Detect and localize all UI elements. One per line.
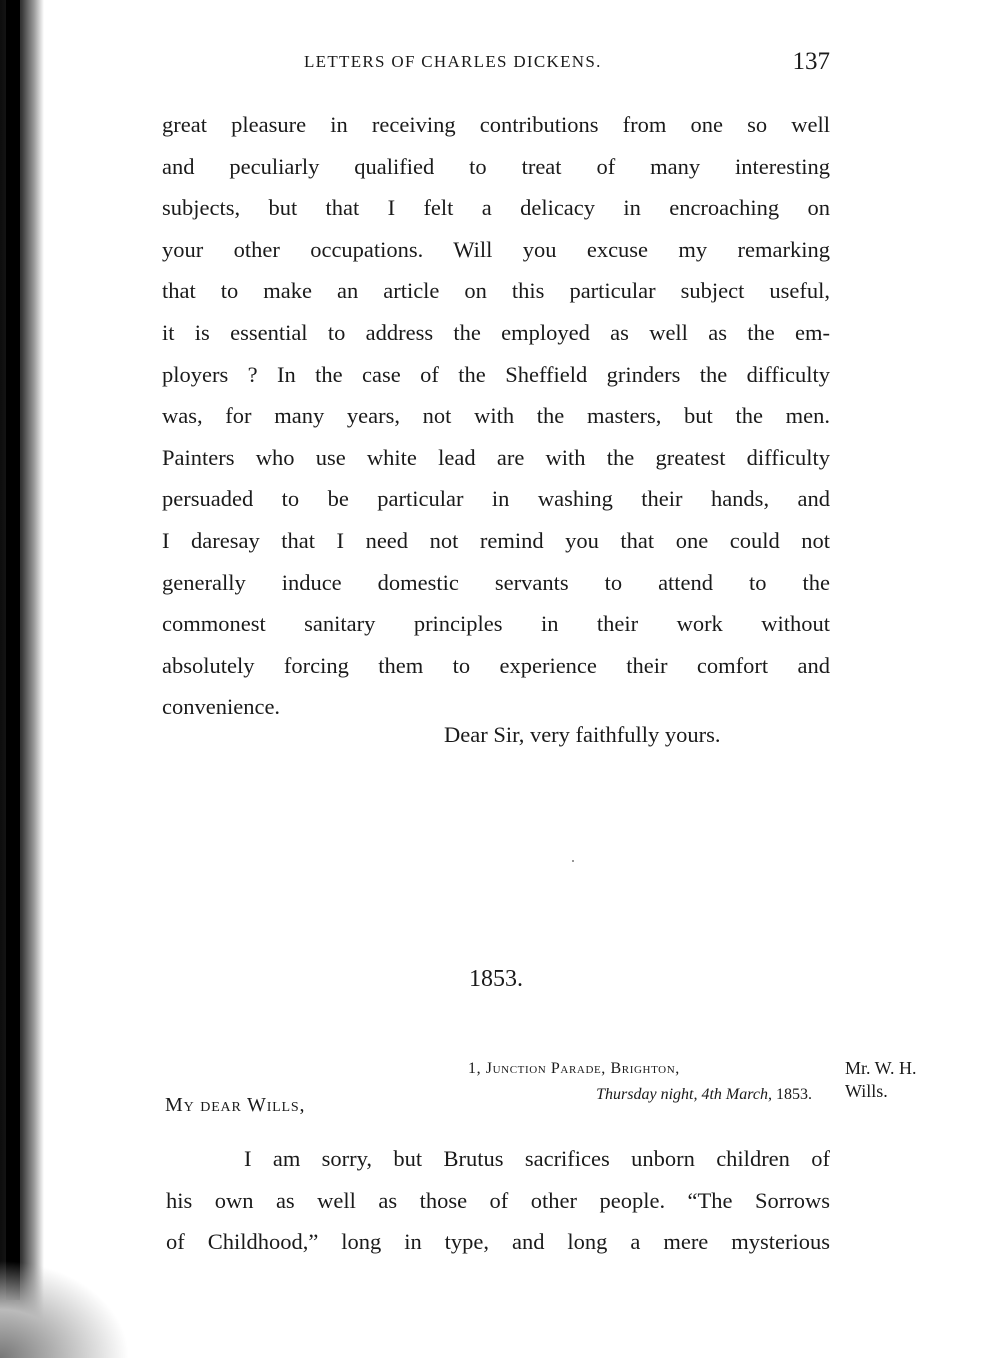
letter-body <box>166 1138 830 1263</box>
text-line: great pleasure in receiving contributions from one so well <box>162 112 830 137</box>
scan-speck <box>572 860 574 862</box>
text-line: his own as well as those of other people. “The Sorrows <box>166 1187 830 1213</box>
text-line: it is essential to address the employed as well as the em- <box>162 319 830 345</box>
corner-scan-smudge <box>0 1260 130 1358</box>
letter-closing: Dear Sir, very faithfully yours. <box>444 722 721 747</box>
letter-date <box>468 1082 812 1108</box>
letter-address-block <box>468 1056 812 1108</box>
margin-note-line: Wills. <box>845 1081 888 1101</box>
text-line: ployers ? In the case of the Sheffield grinders the difficulty <box>162 361 830 387</box>
text-line: persuaded to be particular in washing their hands, and <box>162 486 830 512</box>
text-line: convenience. <box>162 694 281 720</box>
text-line: I daresay that I need not remind you that one could not <box>162 527 830 553</box>
sender-address: 1, Junction Parade, Brighton, <box>468 1060 680 1077</box>
text-line: and peculiarly qualified to treat of many interesting <box>162 153 830 179</box>
text-line: absolutely forcing them to experience their comfort and <box>162 652 830 678</box>
page-number: 137 <box>792 48 830 75</box>
running-title: LETTERS OF CHARLES DICKENS. <box>304 52 602 71</box>
recipient-margin-note <box>845 1057 955 1103</box>
page-header <box>162 48 830 78</box>
text-line: generally induce domestic servants to attend to the <box>162 569 830 595</box>
letter-body-continued <box>162 104 830 728</box>
text-line: that to make an article on this particular subject useful, <box>162 278 830 304</box>
text-line: commonest sanitary principles in their work without <box>162 611 830 637</box>
letter-date-italic: Thursday night, 4th March, <box>596 1086 772 1103</box>
letter-date-year: 1853. <box>772 1086 812 1103</box>
year-heading: 1853. <box>469 966 523 992</box>
text-line: subjects, but that I felt a delicacy in encroaching on <box>162 195 830 221</box>
text-line: of Childhood,” long in type, and long a mere mysterious <box>166 1229 830 1255</box>
text-line: Painters who use white lead are with the greatest difficulty <box>162 444 830 470</box>
salutation: My dear Wills, <box>165 1094 306 1116</box>
binding-edge <box>6 0 20 1300</box>
margin-note-line: Mr. W. H. <box>845 1058 917 1078</box>
text-line: was, for many years, not with the masters, but the men. <box>162 403 830 429</box>
text-line: I am sorry, but Brutus sacrifices unborn children of <box>244 1146 830 1171</box>
text-line: your other occupations. Will you excuse my remarking <box>162 236 830 262</box>
